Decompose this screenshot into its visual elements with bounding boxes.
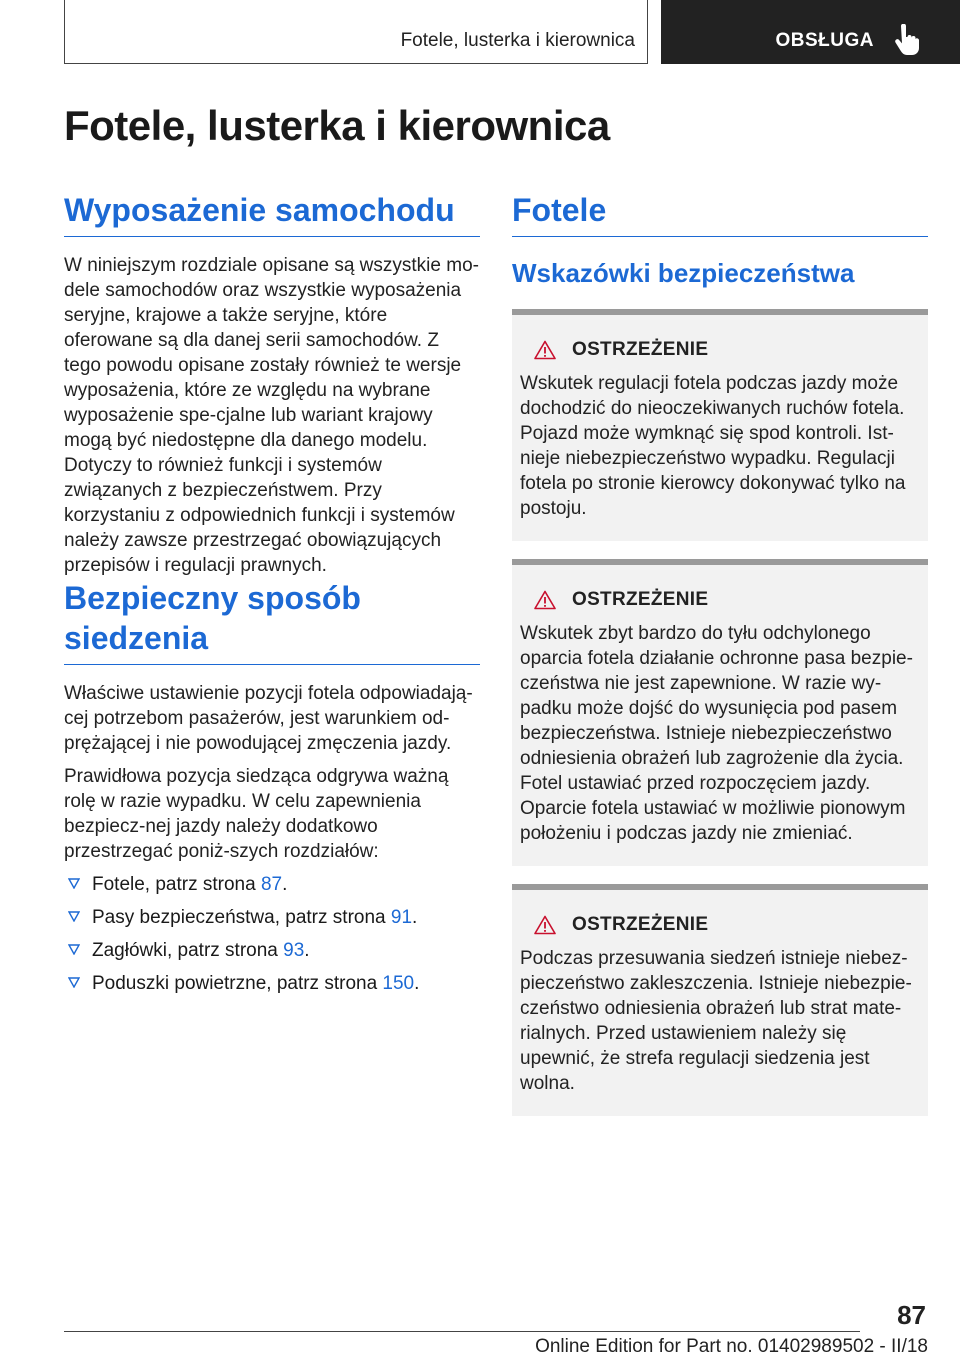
- list-item-end: .: [412, 907, 418, 928]
- warning-text: Wskutek regulacji fotela podczas jazdy może dochodzić do nieoczekiwanych ruchów fotela. Pojazd może wymknąć się spod kontroli. Ist-nieje niebezpieczeństwo wypadku. Regulacji fotela po stronie kierowcy dokonywać tylko na postoju.: [520, 373, 906, 519]
- page-link[interactable]: 150: [382, 973, 415, 994]
- page-link[interactable]: 87: [260, 874, 283, 895]
- footer-divider: [64, 1331, 860, 1332]
- paragraph-equipment: W niniejszym rozdziale opisane są wszystkie mo-dele samochodów oraz wszystkie wyposażenia seryjne, krajowe a także seryjne, które oferowane są dla danej serii samochodów. Z tego powodu opisane zostały również te wersje wyposażenia, które ze względu na wybrane wyposażenie spe-cjalne lub wariant krajowy mogą być niedostępne dla danego modelu. Dotyczy to również funkcji i systemów związanych z bezpieczeństwem. Przy korzystaniu z odpowiednich funkcji i systemów należy zawsze przestrzegać obowiązujących przepisów i regulacji prawnych.: [64, 255, 479, 576]
- page-title: Fotele, lusterka i kierownica: [64, 102, 610, 149]
- warning-title: OSTRZEŻENIE: [572, 589, 709, 610]
- list-item: [64, 872, 480, 897]
- triangle-bullet-icon: [68, 976, 80, 988]
- header-chapter-tab: [64, 0, 648, 64]
- warning-triangle-icon: [534, 340, 556, 360]
- list-item: [64, 938, 480, 963]
- warning-box: [512, 309, 928, 541]
- warning-box: [512, 559, 928, 866]
- page-link[interactable]: 91: [390, 907, 413, 928]
- warning-text: Wskutek zbyt bardzo do tyłu odchylonego oparcia fotela działanie ochronne pasa bezpie-czeństwa nie jest zapewnione. W razie wy-padku może dojść do wysunięcia pod pasem bezpieczeństwa. Istnieje niebezpieczeństwo odniesienia obrażeń lub zagrożenie dla życia. Fotel ustawiać przed rozpoczęciem jazdy. Oparcie fotela ustawiać w możliwie pionowym położeniu i podczas jazdy nie zmieniać.: [520, 623, 913, 844]
- page-link[interactable]: 93: [283, 940, 305, 961]
- paragraph-seating-1: Właściwe ustawienie pozycji fotela odpowiadają-cej potrzebom pasażerów, jest warunkiem od-prężającej i nie powodującej zmęczenia jazdy.: [64, 683, 473, 754]
- hand-pointer-icon: [892, 24, 920, 56]
- heading-equipment: Wyposażenie samochodu: [64, 190, 480, 237]
- list-item-end: .: [282, 874, 288, 895]
- triangle-bullet-icon: [68, 943, 80, 955]
- left-column: [64, 190, 480, 1004]
- list-item-text: Fotele, patrz strona: [92, 874, 261, 895]
- header-section-label: OBSŁUGA: [775, 30, 874, 51]
- list-item-text: Poduszki powietrzne, patrz strona: [92, 973, 383, 994]
- warning-triangle-icon: [534, 915, 556, 935]
- paragraph-seating-2: Prawidłowa pozycja siedząca odgrywa ważną rolę w razie wypadku. W celu zapewnienia bezpiecz-nej jazdy należy dodatkowo przestrzegać poniż-szych rozdziałów:: [64, 766, 449, 862]
- warning-title: OSTRZEŻENIE: [572, 339, 709, 360]
- list-item-end: .: [414, 973, 420, 994]
- header-chapter-title: Fotele, lusterka i kierownica: [400, 30, 635, 51]
- heading-seats: Fotele: [512, 190, 928, 237]
- triangle-bullet-icon: [68, 877, 80, 889]
- related-chapters-list: [64, 872, 480, 996]
- list-item-text: Pasy bezpieczeństwa, patrz strona: [92, 907, 391, 928]
- page-number: 87: [897, 1300, 926, 1330]
- list-item: [64, 905, 480, 930]
- warning-title: OSTRZEŻENIE: [572, 914, 709, 935]
- warning-text: Podczas przesuwania siedzeń istnieje niebez-pieczeństwo zakleszczenia. Istnieje niebezpie-czeństwo odniesienia obrażeń lub strat mate-rialnych. Przed ustawieniem należy się upewnić, że strefa regulacji siedzenia jest wolna.: [520, 948, 912, 1094]
- right-column: [512, 190, 928, 1116]
- heading-safety-notes: Wskazówki bezpieczeństwa: [512, 258, 855, 288]
- list-item-text: Zagłówki, patrz strona: [92, 940, 284, 961]
- footer-edition: Online Edition for Part no. 01402989502 - II/18: [535, 1336, 928, 1357]
- header-section-tab[interactable]: [661, 0, 960, 64]
- list-item: [64, 971, 480, 996]
- warning-triangle-icon: [534, 590, 556, 610]
- warning-box: [512, 884, 928, 1116]
- triangle-bullet-icon: [68, 910, 80, 922]
- list-item-end: .: [304, 940, 310, 961]
- heading-seating: Bezpieczny sposób siedzenia: [64, 578, 480, 665]
